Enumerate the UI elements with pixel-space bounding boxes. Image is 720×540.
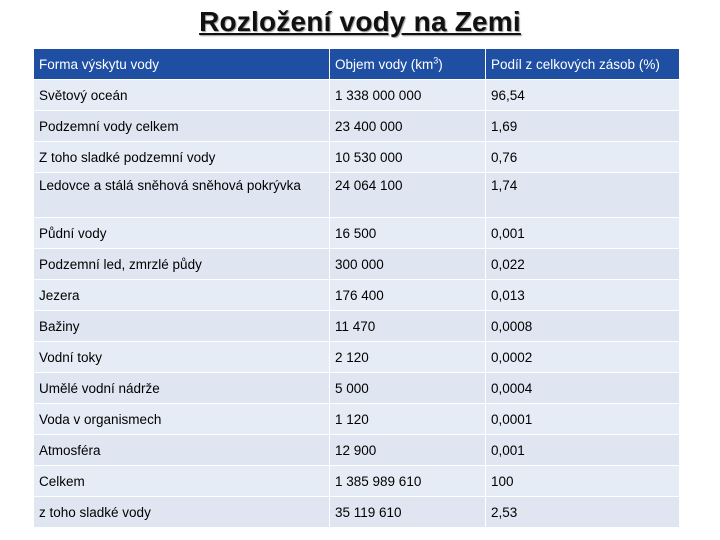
cell-volume: 300 000 (330, 249, 486, 280)
cell-form: Z toho sladké podzemní vody (34, 142, 330, 173)
table-row (34, 311, 680, 342)
cell-volume: 10 530 000 (330, 142, 486, 173)
cell-form: Půdní vody (34, 218, 330, 249)
header-volume: Objem vody $(km^3)$ (330, 49, 486, 80)
cell-form: Podzemní vody celkem (34, 111, 330, 142)
cell-volume: 1 120 (330, 404, 486, 435)
cell-share: 0,013 (486, 280, 680, 311)
cell-volume: 35 119 610 (330, 497, 486, 528)
cell-volume: 1 338 000 000 (330, 80, 486, 111)
cell-share: 0,76 (486, 142, 680, 173)
cell-form: Umělé vodní nádrže (34, 373, 330, 404)
cell-share: 1,74 (486, 173, 680, 218)
cell-share: 2,53 (486, 497, 680, 528)
cell-form: Atmosféra (34, 435, 330, 466)
table-row (34, 111, 680, 142)
cell-form: Bažiny (34, 311, 330, 342)
table-row (34, 218, 680, 249)
table-row (34, 280, 680, 311)
cell-share: 96,54 (486, 80, 680, 111)
cell-volume: 176 400 (330, 280, 486, 311)
header-form: Forma výskytu vody (34, 49, 330, 80)
table-header-row (34, 49, 680, 80)
table-row (34, 497, 680, 528)
cell-share: 0,0004 (486, 373, 680, 404)
table-row (34, 373, 680, 404)
cell-share: 0,022 (486, 249, 680, 280)
table-row (34, 249, 680, 280)
cell-share: 0,001 (486, 218, 680, 249)
cell-form: Celkem (34, 466, 330, 497)
cell-volume: 5 000 (330, 373, 486, 404)
header-share: Podíl z celkových zásob (%) (486, 49, 680, 80)
cell-form: Ledovce a stálá sněhová sněhová pokrývka (34, 173, 330, 218)
table-row (34, 404, 680, 435)
cell-share: 1,69 (486, 111, 680, 142)
cell-share: 0,0001 (486, 404, 680, 435)
water-distribution-table (33, 48, 680, 528)
cell-volume: 16 500 (330, 218, 486, 249)
cell-volume: 1 385 989 610 (330, 466, 486, 497)
table-row (34, 435, 680, 466)
cell-share: 100 (486, 466, 680, 497)
cell-share: 0,001 (486, 435, 680, 466)
cell-share: 0,0008 (486, 311, 680, 342)
cell-form: Podzemní led, zmrzlé půdy (34, 249, 330, 280)
table-row (34, 173, 680, 218)
cell-form: Světový oceán (34, 80, 330, 111)
cell-volume: 24 064 100 (330, 173, 486, 218)
cell-share: 0,0002 (486, 342, 680, 373)
table-row (34, 80, 680, 111)
cell-form: Vodní toky (34, 342, 330, 373)
table-row (34, 466, 680, 497)
page-title: Rozložení vody na Zemi (199, 6, 521, 37)
cell-form: Voda v organismech (34, 404, 330, 435)
header-volume-exponent: 3 (433, 55, 439, 65)
table-row (34, 342, 680, 373)
cell-volume: 12 900 (330, 435, 486, 466)
cell-volume: 11 470 (330, 311, 486, 342)
table-row (34, 142, 680, 173)
cell-volume: 23 400 000 (330, 111, 486, 142)
cell-form: z toho sladké vody (34, 497, 330, 528)
cell-volume: 2 120 (330, 342, 486, 373)
cell-form: Jezera (34, 280, 330, 311)
